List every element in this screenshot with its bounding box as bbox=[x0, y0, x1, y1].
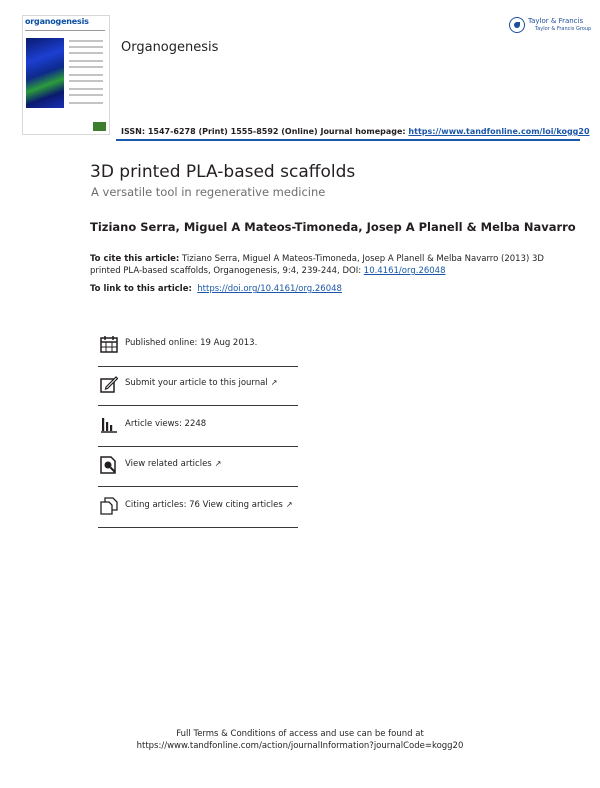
journal-cover-image bbox=[22, 15, 110, 135]
citation-block bbox=[90, 253, 570, 277]
published-online-row bbox=[98, 333, 298, 361]
divider bbox=[98, 527, 298, 528]
submit-article-link[interactable]: Submit your article to this journal ↗ bbox=[125, 378, 278, 388]
header-divider bbox=[116, 139, 580, 141]
publisher-logo-icon bbox=[509, 17, 525, 33]
footer-terms-link[interactable]: https://www.tandfonline.com/action/journalInformation?journalCode=kogg20 bbox=[136, 741, 464, 751]
issn-text: ISSN: 1547-6278 (Print) 1555-8592 (Online) Journal homepage: bbox=[121, 127, 409, 136]
cover-title: organogenesis bbox=[25, 17, 89, 26]
footer-terms bbox=[0, 728, 600, 752]
divider bbox=[98, 446, 298, 447]
issn-line bbox=[121, 127, 590, 136]
divider bbox=[98, 486, 298, 487]
cite-label: To cite this article: bbox=[90, 254, 180, 264]
calendar-icon bbox=[100, 335, 118, 353]
bar-chart-icon bbox=[100, 416, 118, 434]
submit-article-row[interactable] bbox=[98, 373, 298, 401]
cover-rule bbox=[25, 30, 105, 31]
article-authors: Tiziano Serra, Miguel A Mateos-Timoneda, Josep A Planell & Melba Navarro bbox=[90, 220, 576, 234]
journal-homepage-link[interactable]: https://www.tandfonline.com/loi/kogg20 bbox=[408, 127, 590, 136]
citing-articles-link[interactable]: Citing articles: 76 View citing articles ↗ bbox=[125, 500, 293, 510]
external-link-icon: ↗ bbox=[285, 500, 293, 509]
edit-icon bbox=[100, 375, 118, 393]
publisher-logo bbox=[509, 17, 592, 37]
article-link-line bbox=[90, 284, 342, 294]
divider bbox=[98, 366, 298, 367]
footer-line-1: Full Terms & Conditions of access and use can be found at bbox=[176, 729, 424, 739]
cover-publisher-logo bbox=[93, 122, 106, 131]
external-link-icon: ↗ bbox=[214, 459, 222, 468]
published-online-text: Published online: 19 Aug 2013. bbox=[125, 338, 258, 348]
link-label: To link to this article: bbox=[90, 284, 192, 294]
article-views-text: Article views: 2248 bbox=[125, 419, 207, 429]
search-doc-icon bbox=[100, 456, 118, 474]
view-related-articles-link[interactable]: View related articles ↗ bbox=[125, 459, 222, 469]
article-subtitle: A versatile tool in regenerative medicine bbox=[91, 185, 326, 199]
citing-articles-row[interactable] bbox=[98, 495, 298, 523]
article-views-row bbox=[98, 414, 298, 442]
cite-text: Tiziano Serra, Miguel A Mateos-Timoneda, Josep A Planell & Melba Navarro (2013) 3D printed PLA-based scaffolds, Organogenesis, 9:4, 239-244, DOI: bbox=[90, 254, 544, 276]
doi-short-link[interactable]: 10.4161/org.26048 bbox=[363, 266, 446, 276]
external-link-icon: ↗ bbox=[270, 378, 278, 387]
publisher-logo-text: Taylor & Francis bbox=[528, 17, 584, 25]
journal-name: Organogenesis bbox=[121, 40, 219, 55]
citing-icon bbox=[100, 497, 118, 515]
publisher-logo-subtext: Taylor & Francis Group bbox=[535, 26, 592, 32]
related-articles-row[interactable] bbox=[98, 454, 298, 482]
cover-photo bbox=[26, 38, 64, 108]
article-title: 3D printed PLA-based scaffolds bbox=[90, 162, 356, 182]
doi-link[interactable]: https://doi.org/10.4161/org.26048 bbox=[197, 284, 342, 294]
divider bbox=[98, 405, 298, 406]
